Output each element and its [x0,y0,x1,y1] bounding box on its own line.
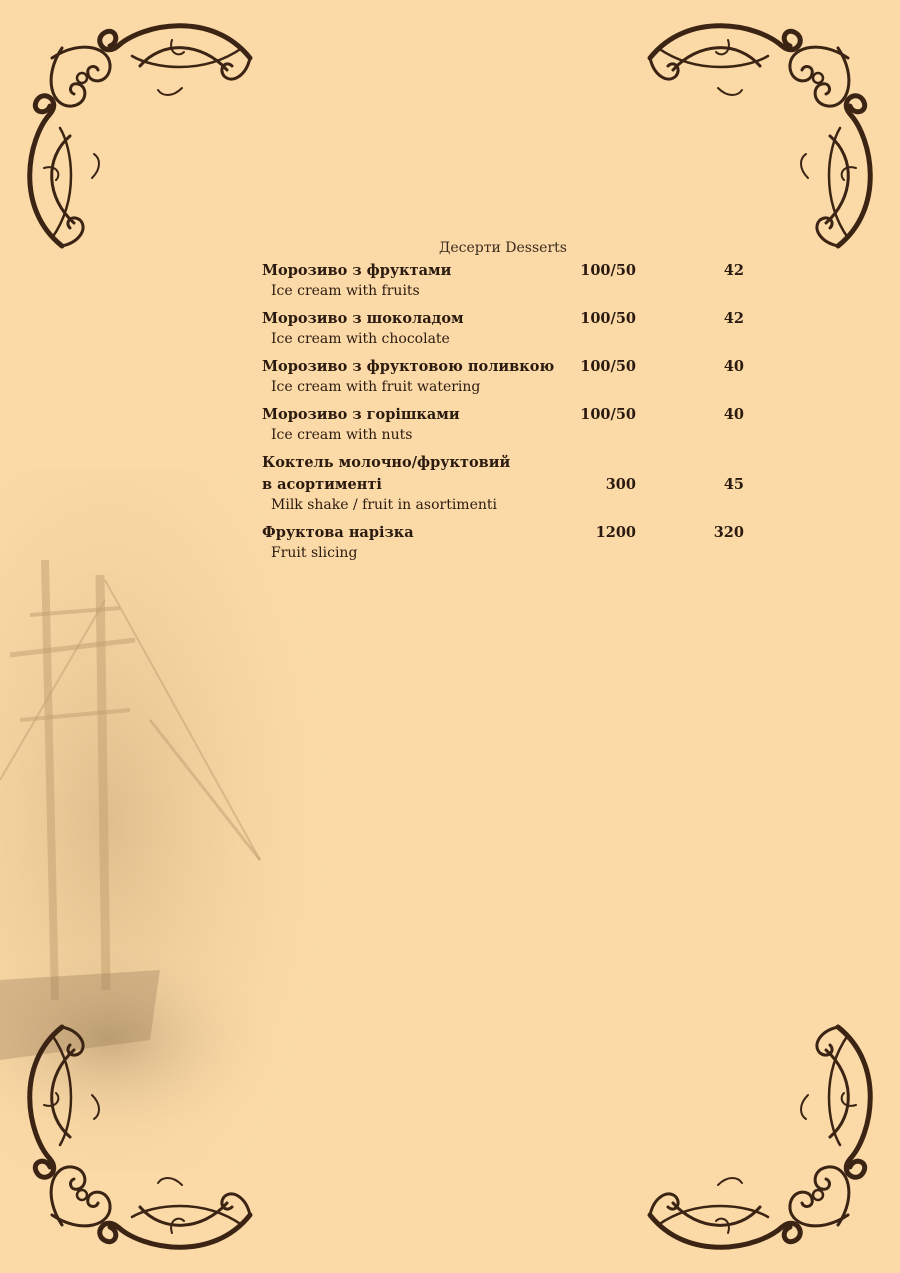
item-weight: 100/50 [580,406,636,423]
item-english-name: Ice cream with nuts [271,427,413,443]
item-name: Морозиво з фруктовою поливкою [262,358,555,375]
item-english-name: Ice cream with fruits [271,283,420,299]
dessert-menu [262,240,744,570]
item-name: Морозиво з фруктами [262,262,452,279]
menu-item [262,308,744,349]
item-name: Морозиво з горішками [262,406,460,423]
corner-ornament-icon [638,1015,878,1255]
item-english-name: Ice cream with fruit watering [271,379,481,395]
menu-section-title: Десерти Desserts [439,240,567,256]
item-weight: 300 [605,476,636,493]
corner-ornament-icon [22,1015,262,1255]
item-name-line2: в асортименті [262,476,382,493]
item-english-name: Milk shake / fruit in asortimenti [271,497,497,513]
item-weight: 100/50 [580,262,636,279]
item-weight: 1200 [595,524,636,541]
item-price: 45 [723,476,744,493]
menu-item [262,404,744,445]
corner-ornament-icon [22,18,262,258]
item-weight: 100/50 [580,358,636,375]
item-name: Морозиво з шоколадом [262,310,464,327]
menu-item [262,522,744,563]
menu-item [262,356,744,397]
item-english-name: Fruit slicing [271,545,358,561]
item-weight: 100/50 [580,310,636,327]
item-price: 40 [723,358,744,375]
item-price: 320 [713,524,744,541]
menu-item [262,452,744,515]
item-price: 42 [723,262,744,279]
item-price: 42 [723,310,744,327]
item-english-name: Ice cream with chocolate [271,331,450,347]
item-price: 40 [723,406,744,423]
item-name: Коктель молочно/фруктовий [262,454,511,471]
menu-item [262,260,744,301]
corner-ornament-icon [638,18,878,258]
item-name: Фруктова нарізка [262,524,414,541]
